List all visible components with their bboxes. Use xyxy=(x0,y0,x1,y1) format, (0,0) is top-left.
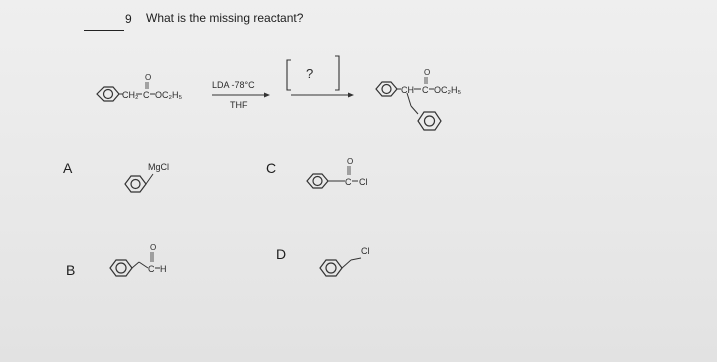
reagent-bottom: THF xyxy=(230,100,248,110)
option-b-carbonyl-carbon: C xyxy=(148,264,155,274)
reactant-linker: CH₂ xyxy=(122,90,139,100)
option-d-substituent: Cl xyxy=(361,246,370,256)
reactant-carbonyl-oxygen: O xyxy=(145,73,152,82)
option-d-label[interactable]: D xyxy=(276,246,287,262)
product-benzene-ring xyxy=(376,82,397,96)
product-linker: CH xyxy=(401,85,414,95)
option-d-benzene-ring xyxy=(320,260,342,276)
option-c-oxygen: O xyxy=(347,157,354,166)
product-ester-group: OC₂H₅ xyxy=(434,85,462,95)
reactant-benzene-ring xyxy=(97,87,119,101)
reagent-top: LDA -78°C xyxy=(212,80,255,90)
option-a-label[interactable]: A xyxy=(63,160,73,176)
option-a-substituent: MgCl xyxy=(148,162,170,172)
option-c-benzene-ring xyxy=(307,174,328,188)
question-text: What is the missing reactant? xyxy=(146,11,304,25)
question-number: 9 xyxy=(125,12,132,26)
option-b-label[interactable]: B xyxy=(66,262,76,278)
option-c-label[interactable]: C xyxy=(266,160,277,176)
product-ester-carbon: C xyxy=(422,85,429,95)
reactant-ester-carbon: C xyxy=(143,90,150,100)
option-b-benzene-ring xyxy=(110,260,132,276)
option-c-carbonyl-carbon: C xyxy=(345,177,352,187)
option-c-substituent: Cl xyxy=(359,177,368,187)
product-benzyl-ring xyxy=(418,112,441,130)
option-b-substituent: H xyxy=(160,264,167,274)
product-carbonyl-oxygen: O xyxy=(424,68,431,77)
option-a-benzene-ring xyxy=(125,176,146,192)
reactant-ester-group: OC₂H₅ xyxy=(155,90,183,100)
option-b-oxygen: O xyxy=(150,243,157,252)
unknown-reactant: ? xyxy=(306,66,314,81)
